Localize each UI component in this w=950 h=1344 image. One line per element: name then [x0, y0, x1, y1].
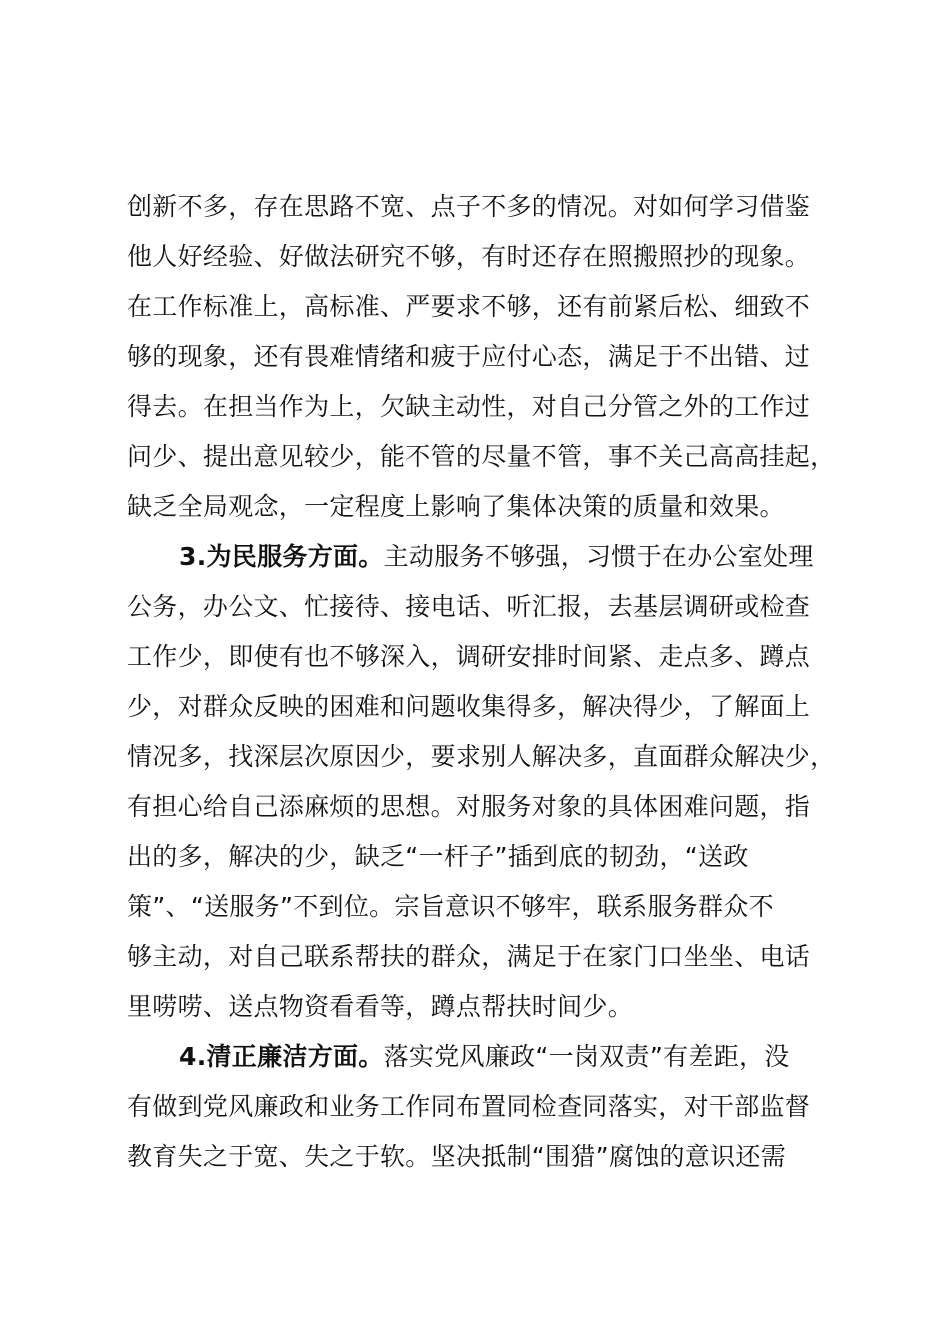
- text-line: 教育失之于宽、失之于软。坚决抵制“围猎”腐蚀的意识还需: [127, 1142, 787, 1171]
- section-3-heading: 3.为民服务方面。: [179, 542, 384, 571]
- section-4-first-line: [127, 1032, 857, 1082]
- section-4-first-line-text: 落实党风廉政“一岗双责”有差距，没: [383, 1042, 790, 1071]
- text-line: 够主动，对自己联系帮扶的群众，满足于在家门口坐坐、电话: [127, 942, 811, 971]
- text-line: 缺乏全局观念，一定程度上影响了集体决策的质量和效果。: [127, 492, 785, 521]
- text-line: 里唠唠、送点物资看看等，蹲点帮扶时间少。: [127, 992, 634, 1021]
- text-line: 问少、提出意见较少，能不管的尽量不管，事不关己高高挂起，: [127, 442, 836, 471]
- text-line: 他人好经验、好做法研究不够，有时还存在照搬照抄的现象。: [127, 242, 811, 271]
- text-line: 在工作标准上，高标准、严要求不够，还有前紧后松、细致不: [127, 292, 811, 321]
- text-line: 有担心给自己添麻烦的思想。对服务对象的具体困难问题，指: [127, 792, 811, 821]
- body-text: [127, 182, 857, 1182]
- text-line: 公务，办公文、忙接待、接电话、听汇报，去基层调研或检查: [127, 592, 811, 621]
- text-line: 策”、“送服务”不到位。宗旨意识不够牢，联系服务群众不: [127, 892, 774, 921]
- text-line: 工作少，即使有也不够深入，调研安排时间紧、走点多、蹲点: [127, 642, 811, 671]
- text-line: 有做到党风廉政和业务工作同布置同检查同落实，对干部监督: [127, 1092, 811, 1121]
- text-line: 情况多，找深层次原因少，要求别人解决多，直面群众解决少，: [127, 742, 836, 771]
- text-line: 够的现象，还有畏难情绪和疲于应付心态，满足于不出错、过: [127, 342, 811, 371]
- section-3-first-line: [127, 532, 857, 582]
- section-3-first-line-text: 主动服务不够强，习惯于在办公室处理: [383, 542, 814, 571]
- text-line: 少，对群众反映的困难和问题收集得多，解决得少，了解面上: [127, 692, 811, 721]
- text-line: 得去。在担当作为上，欠缺主动性，对自己分管之外的工作过: [127, 392, 811, 421]
- section-4-heading: 4.清正廉洁方面。: [179, 1042, 384, 1071]
- text-line: 出的多，解决的少，缺乏“一杆子”插到底的韧劲，“送政: [127, 842, 749, 871]
- text-line: 创新不多，存在思路不宽、点子不多的情况。对如何学习借鉴: [127, 192, 811, 221]
